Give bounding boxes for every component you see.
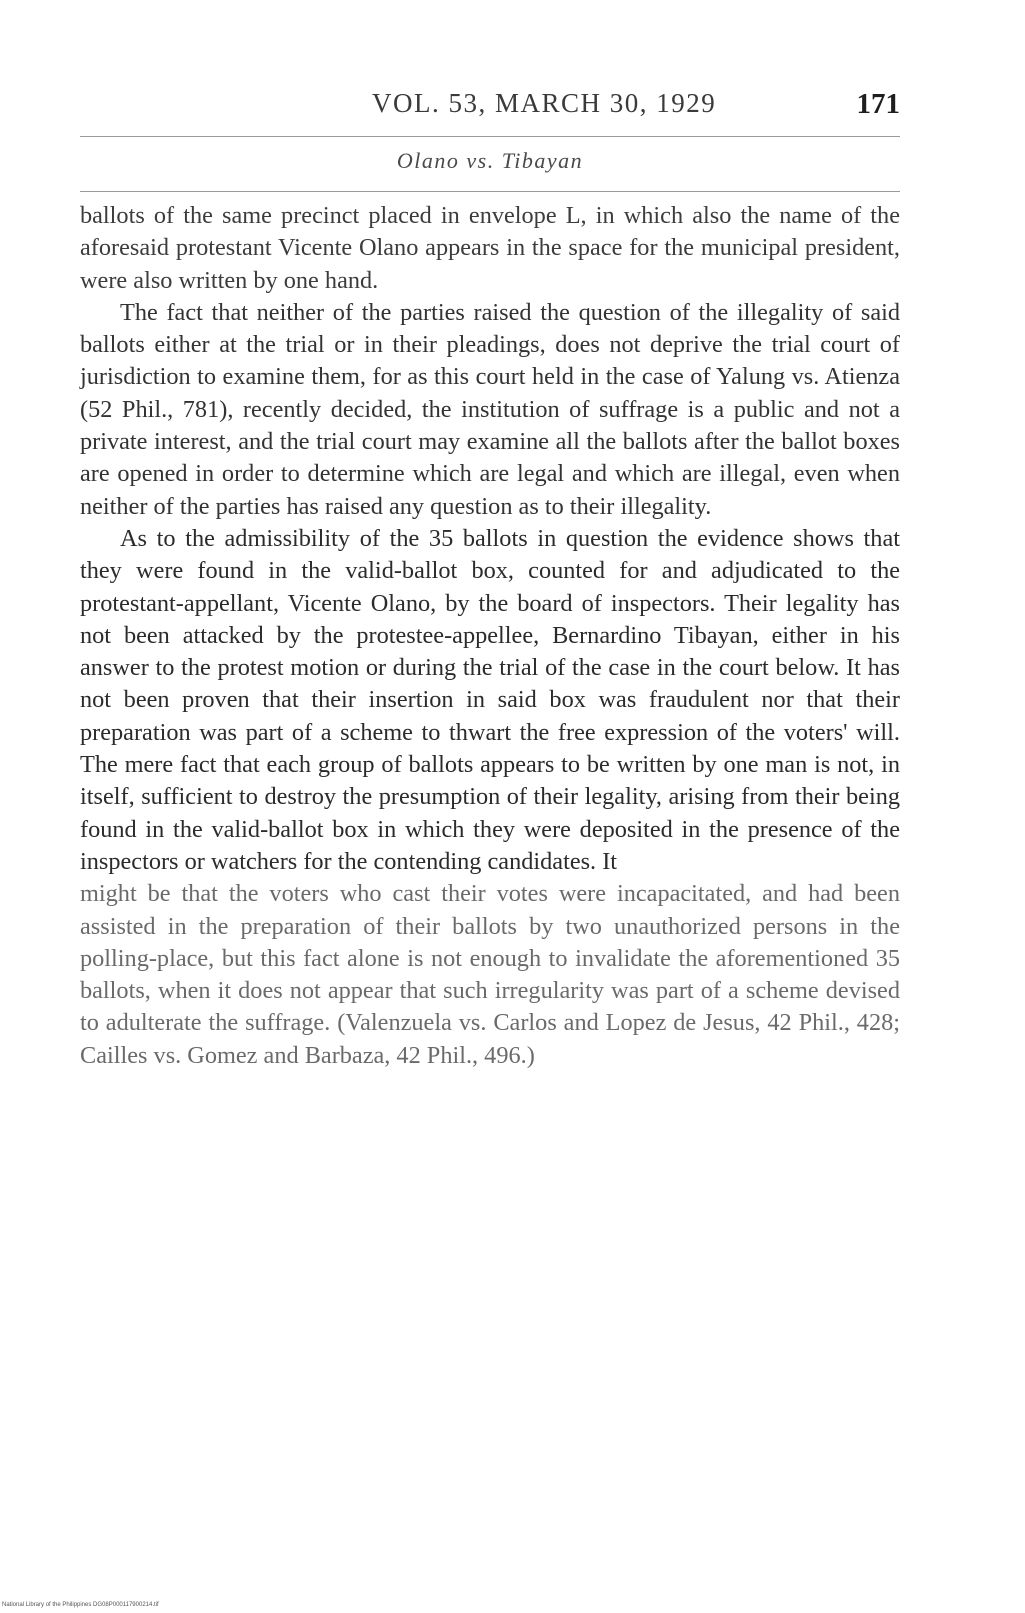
scan-footer-note: National Library of the Philippines DG08P000117900214.tif <box>2 1602 159 1608</box>
paragraph-admissibility: As to the admissibility of the 35 ballots in question the evidence shows that they were found in the valid-ballot box, counted for and adjudicated to the protestant-appellant, Vicente Olano, by the board of inspectors. Their legality has not been attacked by the protestee-appellee, Bernardino Tibayan, either in his answer to the protest motion or during the trial of the case in the court below. It has not been proven that their insertion in said box was fraudulent nor that their preparation was part of a scheme to thwart the free expression of the voters' will. The mere fact that each group of ballots appears to be written by one man is not, in itself, sufficient to destroy the presumption of their legality, arising from their being found in the valid-ballot box in which they were deposited in the presence of the inspectors or watchers for the contending candidates. It <box>80 524 900 875</box>
running-head: VOL. 53, MARCH 30, 1929 <box>372 88 717 118</box>
paragraph-admissibility-faded: might be that the voters who cast their votes were incapacitated, and had been assisted in the preparation of their ballots by two unauthorized persons in the polling-place, but this fact alone is not enough to invalidate the aforementioned 35 ballots, when it does not appear that such irregularity was part of a scheme devised to adulterate the suffrage. (Valenzuela vs. Carlos and Lopez de Jesus, 42 Phil., 428; Cailles vs. Gomez and Barbaza, 42 Phil., 496.) <box>80 880 900 1069</box>
page-number: 171 <box>856 88 900 120</box>
header-rule-top <box>80 136 900 137</box>
paragraph-jurisdiction: The fact that neither of the parties raised the question of the illegality of said ballots either at the trial or in their pleadings, does not deprive the trial court of jurisdiction to examine them, for as this court held in the case of Yalung vs. Atienza (52 Phil., 781), recently decided, the institution of suffrage is a public and not a private interest, and the trial court may examine all the ballots after the ballot boxes are opened in order to determine which are legal and which are illegal, even when neither of the parties has raised any question as to their illegality. <box>80 298 900 520</box>
header-rule-bottom <box>80 191 900 192</box>
page-header <box>80 88 900 128</box>
body-text <box>80 200 900 1072</box>
paragraph-continued: ballots of the same precinct placed in envelope L, in which also the name of the aforesaid protestant Vicente Olano appears in the space for the municipal president, were also written by one hand. <box>80 202 900 294</box>
case-title: Olano vs. Tibayan <box>396 148 584 173</box>
